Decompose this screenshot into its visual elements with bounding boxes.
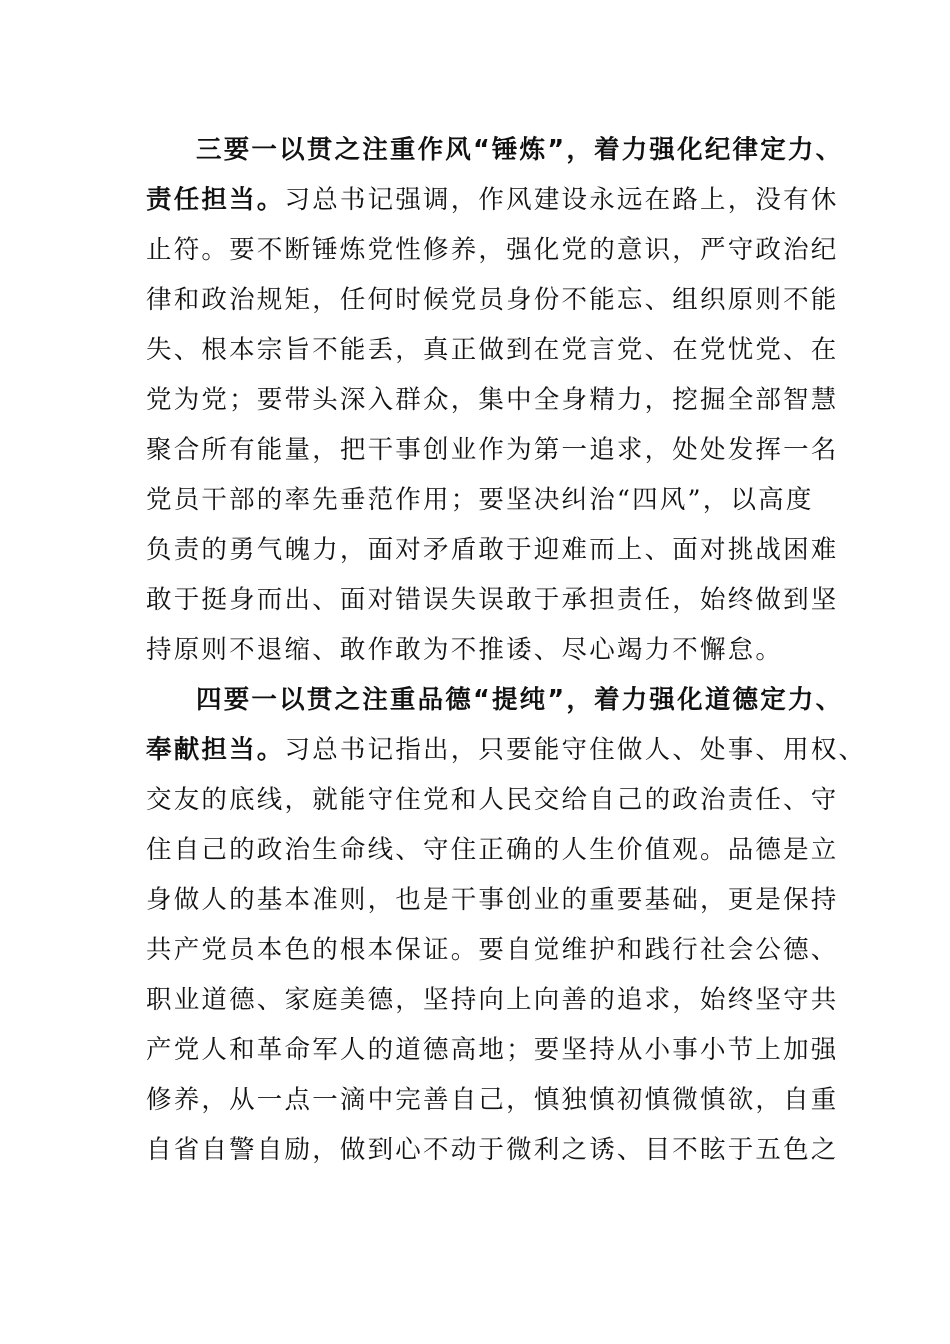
text-line: 律和政治规矩，任何时候党员身份不能忘、组织原则不能 [146,285,839,315]
paragraph-four [146,675,867,1175]
text-line: 党员干部的率先垂范作用；要坚决纠治“四风”，以高度 [146,485,814,515]
text-line [146,175,846,225]
text-line: 党为党；要带头深入群众，集中全身精力，挖掘全部智慧 [146,385,839,415]
text-line: 自省自警自励，做到心不动于微利之诱、目不眩于五色之 [146,1135,839,1165]
text-line: 止符。要不断锤炼党性修养，强化党的意识，严守政治纪 [146,235,839,265]
text-line: 持原则不退缩、敢作敢为不推诿、尽心竭力不懈怠。 [146,635,784,665]
text-line: 共产党员本色的根本保证。要自觉维护和践行社会公德、 [146,935,839,965]
text-line [146,725,867,775]
body-text: 习总书记指出，只要能守住做人、处事、用权、 [284,735,867,765]
text-line: 职业道德、家庭美德，坚持向上向善的追求，始终坚守共 [146,985,839,1015]
body-text: 习总书记强调，作风建设永远在路上，没有休 [284,185,839,215]
text-line: 负责的勇气魄力，面对矛盾敢于迎难而上、面对挑战困难 [146,535,839,565]
heading-text: 奉献担当。 [146,735,285,765]
paragraph-three [146,125,846,675]
heading-text: 责任担当。 [146,185,285,215]
text-line: 敢于挺身而出、面对错误失误敢于承担责任，始终做到坚 [146,585,839,615]
text-line: 交友的底线，就能守住党和人民交给自己的政治责任、守 [146,785,839,815]
text-line: 住自己的政治生命线、守住正确的人生价值观。品德是立 [146,835,839,865]
text-line: 修养，从一点一滴中完善自己，慎独慎初慎微慎欲，自重 [146,1085,839,1115]
text-line: 身做人的基本准则，也是干事创业的重要基础，更是保持 [146,885,839,915]
text-line: 失、根本宗旨不能丢，真正做到在党言党、在党忧党、在 [146,335,839,365]
heading-text: 三要一以贯之注重作风“锤炼”，着力强化纪律定力、 [196,135,844,165]
text-line [146,675,846,725]
heading-text: 四要一以贯之注重品德“提纯”，着力强化道德定力、 [196,685,844,715]
text-line: 产党人和革命军人的道德高地；要坚持从小事小节上加强 [146,1035,839,1065]
text-line: 聚合所有能量，把干事创业作为第一追求，处处发挥一名 [146,435,839,465]
text-line [146,125,846,175]
